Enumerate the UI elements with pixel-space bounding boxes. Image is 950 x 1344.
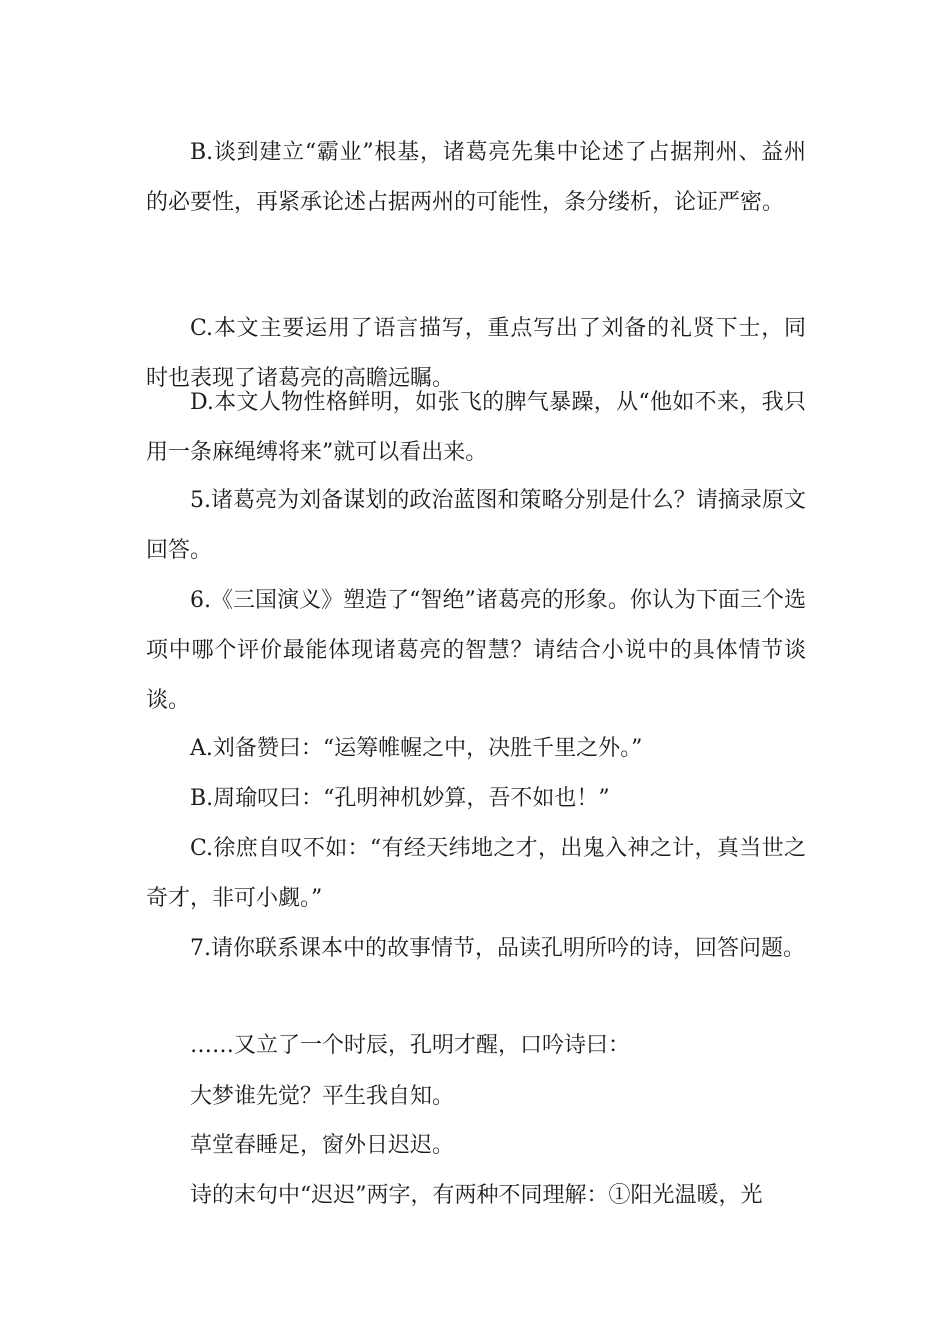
poem-intro: ……又立了一个时辰，孔明才醒，口吟诗曰： bbox=[190, 1033, 631, 1058]
question-7: 7.请你联系课本中的故事情节，品读孔明所吟的诗，回答问题。 bbox=[190, 936, 805, 961]
poem-line-2: 草堂春睡足，窗外日迟迟。 bbox=[190, 1133, 455, 1158]
option-c-paragraph: C.本文主要运用了语言描写，重点写出了刘备的礼贤下士，同时也表现了诸葛亮的高瞻远瞩。 bbox=[146, 316, 806, 391]
question-6-option-c: C.徐庶自叹不如：“有经天纬地之才，出鬼入神之计，真当世之奇才，非可小觑。” bbox=[146, 836, 806, 911]
option-b-paragraph: B.谈到建立“霸业”根基，诸葛亮先集中论述了占据荆州、益州的必要性，再紧承论述占据两州的可能性，条分缕析，论证严密。 bbox=[146, 140, 806, 215]
question-6: 6.《三国演义》塑造了“智绝”诸葛亮的形象。你认为下面三个选项中哪个评价最能体现诸葛亮的智慧？请结合小说中的具体情节谈谈。 bbox=[146, 588, 806, 713]
question-6-option-a: A.刘备赞曰：“运筹帷幄之中，决胜千里之外。” bbox=[190, 736, 643, 761]
poem-line-1: 大梦谁先觉？平生我自知。 bbox=[190, 1084, 455, 1109]
final-line: 诗的末句中“迟迟”两字，有两种不同理解：①阳光温暖，光 bbox=[190, 1183, 763, 1208]
question-5: 5.诸葛亮为刘备谋划的政治蓝图和策略分别是什么？请摘录原文回答。 bbox=[146, 488, 806, 563]
option-d-paragraph: D.本文人物性格鲜明，如张飞的脾气暴躁，从“他如不来，我只用一条麻绳缚将来”就可以看出来。 bbox=[146, 390, 806, 465]
question-6-option-b: B.周瑜叹曰：“孔明神机妙算，吾不如也！” bbox=[190, 786, 610, 811]
